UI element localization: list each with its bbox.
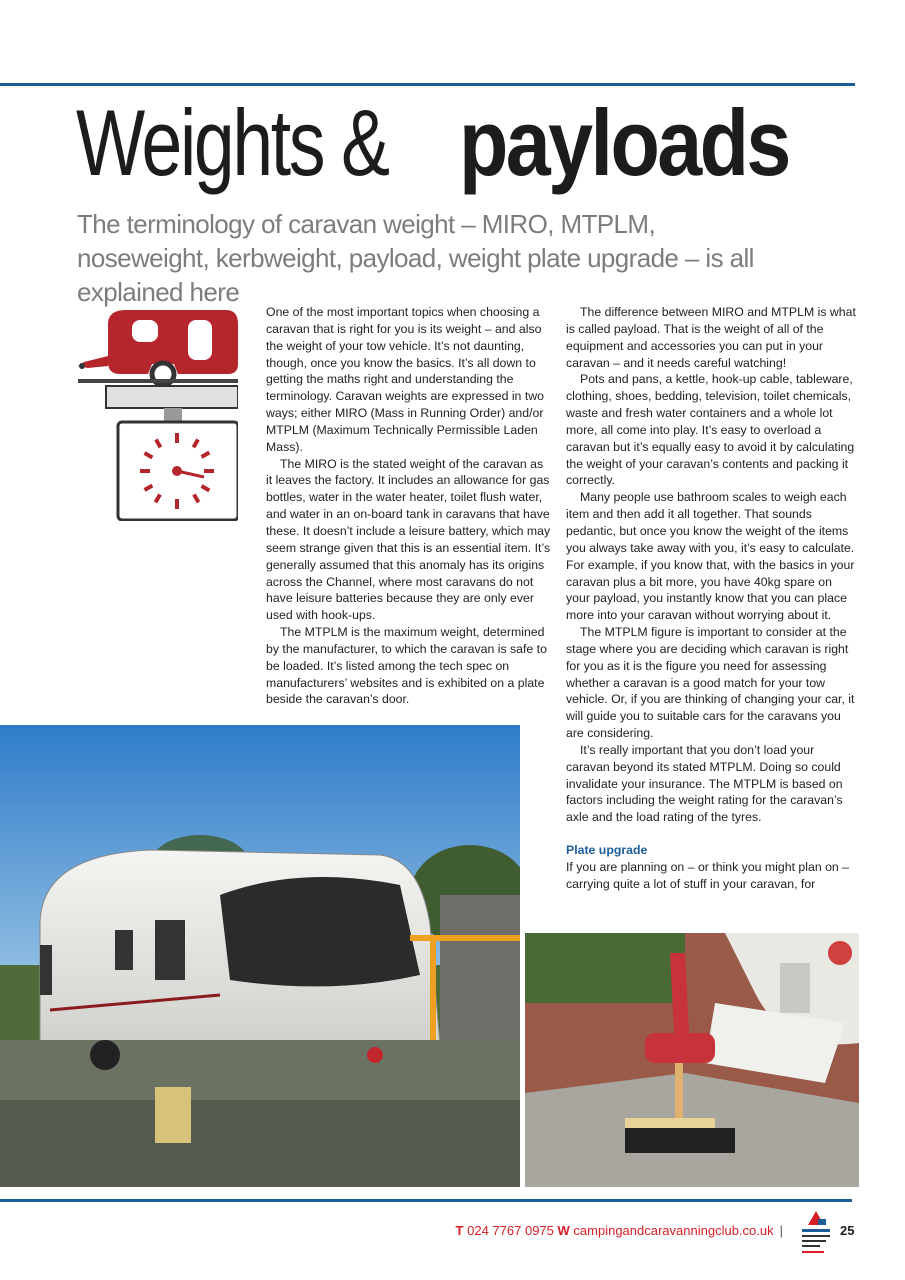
- page-number: 25: [840, 1223, 855, 1238]
- scale-platform: [106, 386, 238, 408]
- caravan-scale-illustration: [78, 306, 238, 521]
- paragraph: The MTPLM is the maximum weight, determined by the manufacturer, to which the caravan is safe to be loaded. It’s listed among the tech spec on manufacturers’ websites and is exhibited on a plate beside the caravan’s door.: [266, 625, 547, 707]
- caravan-icon: [78, 310, 238, 385]
- paragraph: Pots and pans, a kettle, hook-up cable, tableware, clothing, shoes, bedding, television, toilet chemicals, waste and fresh water containers and a whole lot more, all come into play. It’s easy to overload a caravan but it’s equally easy to avoid it by calculating the weight of your caravan’s contents and packing it correctly.: [566, 372, 855, 488]
- footer-separator: |: [779, 1223, 783, 1238]
- paragraph: The MTPLM figure is important to consider at the stage where you are deciding which caravan is right for you as it is the figure you need for assessing whether a caravan is a good match for your tow vehicle. Or, if you are thinking of changing your car, it will guide you to suitable cars for the caravans you are considering.: [566, 625, 855, 741]
- phone-label: T: [455, 1223, 464, 1238]
- standfirst: The terminology of caravan weight – MIRO, MTPLM, noseweight, kerbweight, payload, weight plate upgrade – is all explained here: [77, 209, 754, 307]
- article-column-1: [266, 304, 551, 708]
- bottom-rule: [0, 1199, 852, 1202]
- caravan-weighbridge-photo: [0, 725, 520, 1187]
- scale-stem: [164, 408, 182, 422]
- scale-bar: [78, 379, 238, 383]
- top-rule: [0, 83, 855, 86]
- paragraph: The MIRO is the stated weight of the caravan as it leaves the factory. It includes an allowance for gas bottles, water in the water heater, toilet flush water, and water in an on-board tank in caravans that have these. It doesn’t include a leisure battery, which may seem strange given that this is an essential item. It’s generally assumed that this anomaly has its origins across the Channel, where most caravans do not have leisure batteries because they are only ever used with hook-ups.: [266, 456, 551, 623]
- camping-club-logo-icon: [796, 1207, 836, 1257]
- website-link[interactable]: campingandcaravanningclub.co.uk: [573, 1223, 774, 1238]
- footer-contact: [456, 1223, 783, 1238]
- phone-number: 024 7767 0975: [467, 1223, 554, 1238]
- page-title: [76, 88, 789, 198]
- paragraph: If you are planning on – or think you might plan on – carrying quite a lot of stuff in your caravan, for: [566, 860, 850, 891]
- paragraph: It’s really important that you don’t load your caravan beyond its stated MTPLM. Doing so could invalidate your insurance. The MTPLM is based on factors including the weight rating for the caravan’s axle and the load rating of the tyres.: [566, 742, 843, 825]
- hitch-lock-photo: [525, 933, 859, 1187]
- title-light: Weights &: [76, 90, 388, 195]
- plate-upgrade-heading: Plate upgrade: [566, 843, 648, 858]
- paragraph: The difference between MIRO and MTPLM is what is called payload. That is the weight of all of the equipment and accessories you can put in your caravan – and it needs careful watching!: [566, 305, 856, 370]
- title-bold: payloads: [459, 90, 789, 195]
- paragraph: One of the most important topics when choosing a caravan that is right for you is its weight – and also the weight of your tow vehicle. It’s not daunting, though, once you know the basics. It’s all down to getting the maths right and understanding the terminology. Caravan weights are expressed in two ways; either MIRO (Mass in Running Order) and/or MTPLM (Maximum Technically Permissible Laden Mass).: [266, 305, 544, 454]
- paragraph: Many people use bathroom scales to weigh each item and then add it all together. That sounds pedantic, but once you know the weight of the items you always take away with you, it’s easy to calculate. For example, if you know that, with the basics in your caravan plus a bit more, you have 40kg spare on your payload, you instantly know that you can place more into your caravan without worrying about it.: [566, 490, 855, 623]
- article-column-2: [566, 304, 858, 893]
- web-label: W: [557, 1223, 570, 1238]
